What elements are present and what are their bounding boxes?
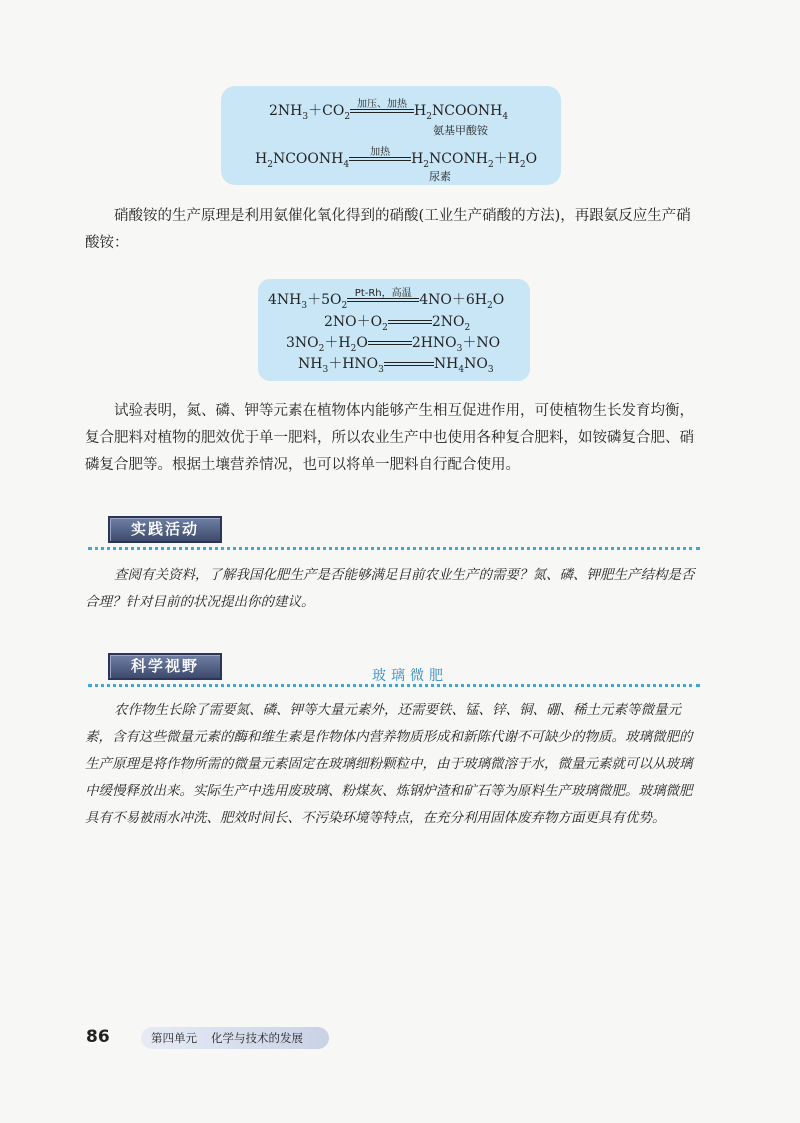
unit-title: 化学与技术的发展 (211, 1031, 303, 1045)
eq-sub: 2 (318, 343, 325, 354)
dotted-divider (88, 547, 700, 550)
eq-sub: 3 (456, 343, 463, 354)
reaction-condition: 加热 (370, 147, 391, 158)
equation-no-oxidation (324, 311, 470, 333)
eq-text: 4NO＋6H (419, 292, 487, 308)
science-horizon-badge: 科学视野 (108, 653, 222, 680)
eq-sub: 2 (426, 111, 432, 122)
equation-ammonium-nitrate (298, 353, 494, 375)
eq-sub: 2 (519, 159, 526, 170)
eq-text: ＋NO (462, 335, 501, 351)
unit-label: 第四单元 (151, 1031, 197, 1045)
eq-text: ＋H (324, 335, 351, 351)
eq-text: 2HNO (411, 335, 457, 351)
eq-text: NH (433, 356, 459, 372)
eq-text: ＋CO (308, 103, 345, 119)
eq-text: O (492, 292, 505, 308)
reaction-arrow (350, 99, 414, 118)
practice-activity-badge: 实践活动 (108, 516, 222, 543)
eq-text: NO (464, 356, 488, 372)
eq-text: NCOONH (432, 103, 503, 119)
equals-sign (388, 315, 432, 329)
equation-ammonia-oxidation (268, 289, 504, 311)
paragraph-ammonium-nitrate: 硝酸铵的生产原理是利用氨催化氧化得到的硝酸(工业生产硝酸的方法)，再跟氨反应生产硝酸铵： (85, 208, 691, 251)
eq-text: 2NO＋O (324, 314, 383, 330)
reaction-arrow (347, 288, 419, 307)
dotted-divider (88, 684, 700, 687)
eq-sub: 3 (322, 364, 329, 375)
eq-sub: 2 (350, 343, 357, 354)
eq-text: H (255, 151, 268, 167)
reaction-arrow (349, 147, 411, 166)
eq-text: NCOONH (272, 151, 344, 167)
equation-box-nitric-acid (258, 279, 530, 381)
reaction-condition: Pt-Rh，高温 (354, 288, 412, 299)
reaction-condition: 加压、加热 (357, 99, 408, 110)
eq-sub: 2 (487, 300, 493, 311)
equals-sign (368, 336, 412, 350)
eq-sub: 4 (502, 111, 509, 122)
eq-text: 4NH (268, 292, 302, 308)
science-horizon-title: 玻璃微肥 (372, 668, 448, 684)
eq-sub: 2 (464, 322, 471, 333)
paragraph-compound-fertilizer: 试验表明，氮、磷、钾等元素在植物体内能够产生相互促进作用，可使植物生长发育均衡，复合肥料对植物的肥效优于单一肥料，所以农业生产中也使用各种复合肥料，如铵磷复合肥、硝磷复合肥等。根据土壤营养情况，也可以将单一肥料自行配合使用。 (85, 403, 694, 473)
eq-sub: 2 (341, 300, 348, 311)
eq-text: NH (298, 356, 323, 372)
eq-text: O (525, 151, 538, 167)
eq-text: NCONH (429, 151, 488, 167)
eq-text: ＋H (493, 151, 520, 167)
eq-sub: 4 (458, 364, 465, 375)
eq-text: 3NO (286, 335, 319, 351)
eq-sub: 2 (344, 111, 351, 122)
eq-sub: 2 (382, 322, 388, 333)
eq-sub: 3 (487, 364, 494, 375)
equation-ammonium-carbamate (269, 100, 508, 122)
equation-nitric-acid (286, 332, 500, 354)
label-ammonium-carbamate: 氨基甲酸铵 (433, 124, 488, 137)
eq-sub: 3 (302, 111, 309, 122)
equals-sign (384, 357, 434, 371)
chapter-tag (141, 1027, 329, 1049)
eq-sub: 4 (343, 159, 350, 170)
eq-text: ＋5O (307, 292, 342, 308)
eq-text: 2NO (431, 314, 465, 330)
practice-activity-text: 查阅有关资料，了解我国化肥生产是否能够满足目前农业生产的需要？氮、磷、钾肥生产结构是否合理？针对目前的状况提出你的建议。 (85, 567, 695, 610)
eq-sub: 3 (301, 300, 308, 311)
eq-sub: 2 (487, 159, 494, 170)
eq-sub: 3 (378, 364, 384, 375)
eq-text: 2NH (269, 103, 303, 119)
science-horizon-text: 农作物生长除了需要氮、磷、钾等大量元素外，还需要铁、锰、锌、铜、硼、稀土元素等微量元素，含有这些微量元素的酶和维生素是作物体内营养物质形成和新陈代谢不可缺少的物质。玻璃微肥的生产原理是将作物所需的微量元素固定在玻璃细粉颗粒中，由于玻璃微溶于水，微量元素就可以从玻璃中缓慢释放出来。实际生产中选用废玻璃、粉煤灰、炼钢炉渣和矿石等为原料生产玻璃微肥。玻璃微肥具有不易被雨水冲洗、肥效时间长、不污染环境等特点，在充分利用固体废弃物方面更具有优势。 (85, 702, 693, 826)
eq-sub: 2 (423, 159, 430, 170)
page-number: 86 (86, 1027, 110, 1047)
equation-box-urea (221, 86, 561, 185)
eq-text: O (356, 335, 368, 351)
equation-urea (255, 148, 537, 170)
eq-text: ＋HNO (328, 356, 379, 372)
eq-text: H (414, 103, 427, 119)
eq-text: H (411, 151, 424, 167)
label-urea: 尿素 (429, 170, 451, 183)
eq-sub: 2 (267, 159, 273, 170)
